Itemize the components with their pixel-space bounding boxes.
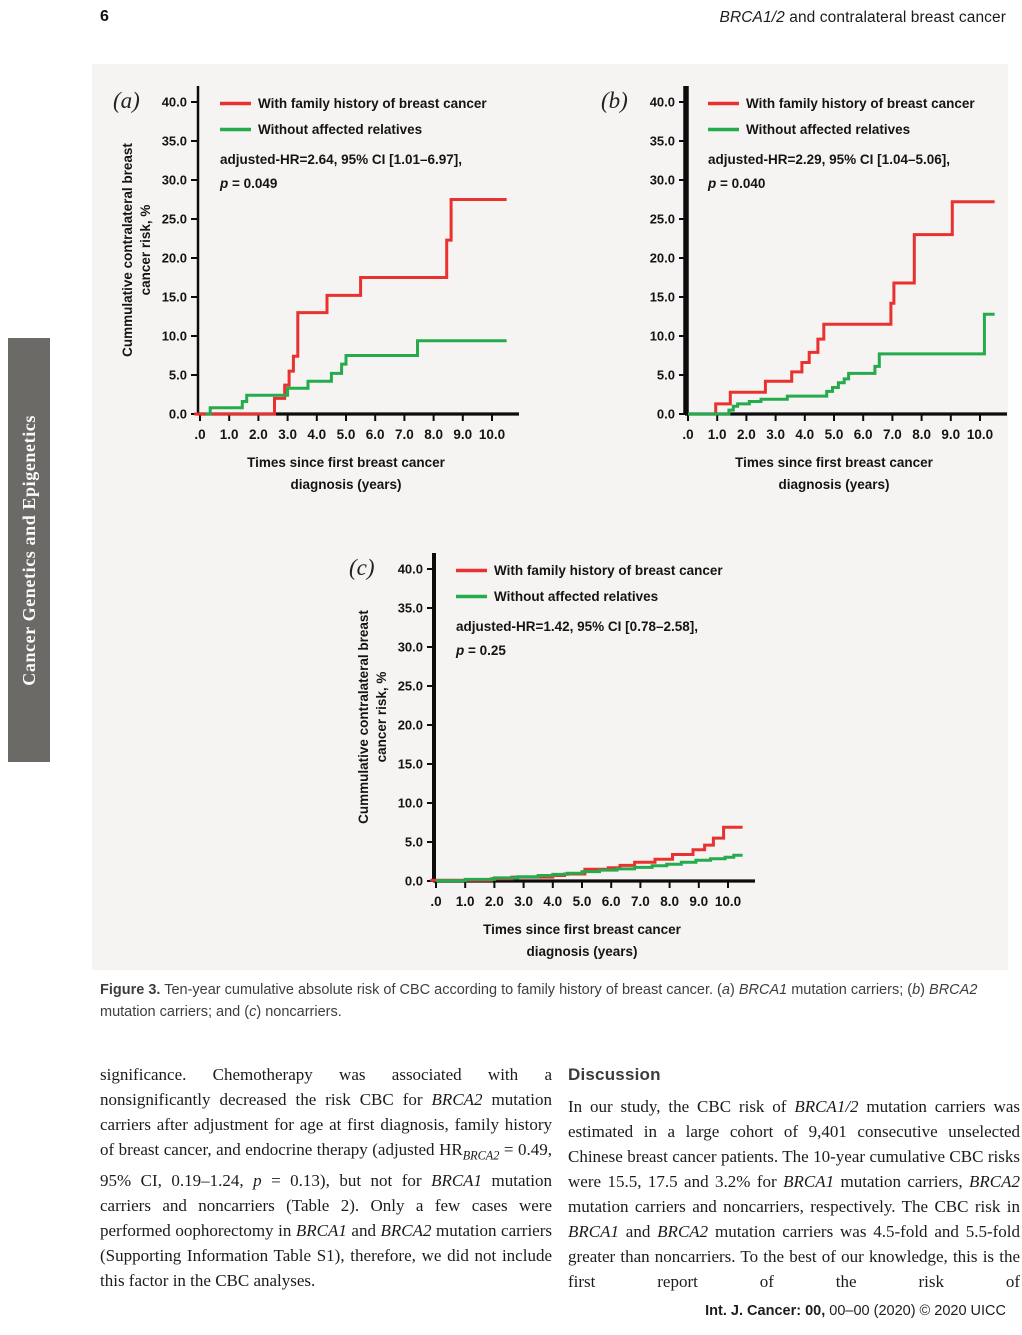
svg-text:5.0: 5.0 — [336, 427, 356, 442]
svg-text:p = 0.25: p = 0.25 — [456, 643, 506, 658]
svg-text:7.0: 7.0 — [883, 427, 902, 442]
svg-text:With family history of breast: With family history of breast cancer — [746, 96, 975, 111]
svg-text:5.0: 5.0 — [572, 894, 592, 909]
svg-text:p = 0.049: p = 0.049 — [220, 176, 278, 191]
svg-text:4.0: 4.0 — [543, 894, 563, 909]
svg-text:15.0: 15.0 — [161, 289, 187, 305]
svg-text:cancer risk, %: cancer risk, % — [374, 671, 389, 763]
svg-text:30.0: 30.0 — [649, 172, 675, 188]
svg-text:Without affected relatives: Without affected relatives — [746, 122, 911, 137]
svg-text:.0: .0 — [430, 894, 442, 909]
svg-text:10.0: 10.0 — [478, 427, 506, 442]
svg-text:30.0: 30.0 — [397, 639, 423, 655]
svg-text:Without affected relatives: Without affected relatives — [258, 122, 423, 137]
svg-text:8.0: 8.0 — [912, 427, 931, 442]
svg-text:Times since first breast cance: Times since first breast cancer — [483, 922, 681, 937]
page-number: 6 — [100, 8, 109, 25]
series-no-affected-relatives — [688, 314, 995, 414]
svg-text:10.0: 10.0 — [714, 894, 742, 909]
svg-text:diagnosis (years): diagnosis (years) — [778, 477, 890, 492]
svg-text:.0: .0 — [194, 427, 206, 442]
svg-text:8.0: 8.0 — [424, 427, 443, 442]
body-left-column — [100, 1062, 552, 1293]
svg-text:7.0: 7.0 — [631, 894, 650, 909]
svg-text:40.0: 40.0 — [397, 561, 423, 577]
figure-caption: Figure 3. Ten-year cumulative absolute risk of CBC according to family history of breast cancer. (a) BRCA1 mutation carriers; (b) BRCA2 mutation carriers; and (c) noncarriers. — [100, 982, 978, 1020]
svg-text:(c): (c) — [349, 555, 375, 580]
svg-text:10.0: 10.0 — [966, 427, 994, 442]
svg-text:1.0: 1.0 — [707, 427, 727, 442]
svg-text:9.0: 9.0 — [453, 427, 473, 442]
section-sidebar-label: Cancer Genetics and Epigenetics — [18, 414, 39, 686]
svg-text:4.0: 4.0 — [307, 427, 327, 442]
svg-text:10.0: 10.0 — [161, 328, 187, 344]
section-sidebar-band — [8, 338, 50, 762]
svg-text:10.0: 10.0 — [649, 328, 675, 344]
body-left-paragraph: significance. Chemotherapy was associated with a nonsignificantly decreased the risk CBC for BRCA2 mutation carriers after adjustment for age at first diagnosis, family history of breast cancer, and endocrine therapy (adjusted $HR_{BRCA2} = 0.49$, 95% CI, 0.19–1.24, p = 0.13), but not for BRCA1 mutation carriers and noncarriers (Table 2). Only a few cases were performed oophorectomy in BRCA1 and BRCA2 mutation carriers (Supporting Information Table S1), therefore, we did not include this factor in the CBC analyses. — [100, 1065, 552, 1291]
chart-panel-c — [341, 535, 761, 965]
svg-text:2.0: 2.0 — [485, 894, 504, 909]
svg-text:p = 0.040: p = 0.040 — [708, 176, 766, 191]
svg-text:9.0: 9.0 — [941, 427, 961, 442]
chart-svg-c — [341, 535, 761, 965]
svg-text:20.0: 20.0 — [397, 717, 423, 733]
svg-text:Times since first breast cance: Times since first breast cancer — [735, 455, 933, 470]
svg-text:30.0: 30.0 — [161, 172, 187, 188]
svg-text:35.0: 35.0 — [397, 600, 423, 616]
chart-svg-a — [105, 68, 525, 498]
svg-text:Cummulative contralateral brea: Cummulative contralateral breast — [356, 610, 371, 824]
running-title: BRCA1/2 and contralateral breast cancer — [719, 9, 1006, 26]
svg-text:1.0: 1.0 — [455, 894, 475, 909]
svg-text:adjusted-HR=1.42, 95% CI [0.78: adjusted-HR=1.42, 95% CI [0.78–2.58], — [456, 619, 698, 634]
svg-text:adjusted-HR=2.29, 95% CI [1.04: adjusted-HR=2.29, 95% CI [1.04–5.06], — [708, 152, 950, 167]
svg-text:Times since first breast cance: Times since first breast cancer — [247, 455, 445, 470]
svg-text:40.0: 40.0 — [649, 94, 675, 110]
body-right-paragraph: In our study, the CBC risk of BRCA1/2 mutation carriers was estimated in a large cohort of 9,401 consecutive unselected Chinese breast cancer patients. The 10-year cumulative CBC risks were 15.5, 17.5 and 3.2% for BRCA1 mutation carriers, BRCA2 mutation carriers and noncarriers, respectively. The CBC risk in BRCA1 and BRCA2 mutation carriers was 4.5-fold and 5.5-fold greater than noncarriers. To the best of our knowledge, this is the first report of the risk of — [568, 1097, 1021, 1291]
svg-text:6.0: 6.0 — [365, 427, 385, 442]
svg-text:0.0: 0.0 — [168, 406, 187, 422]
svg-text:40.0: 40.0 — [161, 94, 187, 110]
svg-text:With family history of breast: With family history of breast cancer — [258, 96, 487, 111]
svg-text:2.0: 2.0 — [737, 427, 756, 442]
svg-text:Cummulative contralateral brea: Cummulative contralateral breast — [120, 143, 135, 357]
svg-text:8.0: 8.0 — [660, 894, 679, 909]
chart-svg-b — [593, 68, 1013, 498]
svg-text:1.0: 1.0 — [219, 427, 239, 442]
svg-text:10.0: 10.0 — [397, 795, 423, 811]
svg-text:(a): (a) — [113, 88, 140, 113]
svg-text:diagnosis (years): diagnosis (years) — [526, 944, 638, 959]
svg-text:.0: .0 — [682, 427, 694, 442]
discussion-heading: Discussion — [568, 1065, 661, 1084]
svg-text:4.0: 4.0 — [795, 427, 815, 442]
series-family-history — [194, 200, 506, 415]
svg-text:6.0: 6.0 — [853, 427, 873, 442]
svg-text:6.0: 6.0 — [601, 894, 621, 909]
svg-text:3.0: 3.0 — [278, 427, 297, 442]
svg-text:diagnosis (years): diagnosis (years) — [290, 477, 402, 492]
svg-text:5.0: 5.0 — [656, 367, 675, 383]
svg-text:20.0: 20.0 — [649, 250, 675, 266]
svg-text:5.0: 5.0 — [168, 367, 187, 383]
svg-text:3.0: 3.0 — [514, 894, 533, 909]
svg-text:25.0: 25.0 — [397, 678, 423, 694]
svg-text:25.0: 25.0 — [161, 211, 187, 227]
svg-text:2.0: 2.0 — [249, 427, 268, 442]
svg-text:0.0: 0.0 — [656, 406, 675, 422]
journal-footer-line: Int. J. Cancer: 00, 00–00 (2020) © 2020 UICC — [705, 1303, 1006, 1319]
svg-text:3.0: 3.0 — [766, 427, 785, 442]
svg-text:7.0: 7.0 — [395, 427, 414, 442]
chart-panel-a — [105, 68, 525, 498]
svg-text:0.0: 0.0 — [404, 873, 423, 889]
svg-text:adjusted-HR=2.64, 95% CI [1.01: adjusted-HR=2.64, 95% CI [1.01–6.97], — [220, 152, 462, 167]
svg-text:25.0: 25.0 — [649, 211, 675, 227]
svg-text:9.0: 9.0 — [689, 894, 709, 909]
chart-panel-b — [593, 68, 1013, 498]
body-right-column — [568, 1062, 1020, 1294]
svg-text:cancer risk, %: cancer risk, % — [138, 204, 153, 296]
svg-text:With family history of breast: With family history of breast cancer — [494, 563, 723, 578]
svg-text:Without affected relatives: Without affected relatives — [494, 589, 659, 604]
svg-text:15.0: 15.0 — [649, 289, 675, 305]
svg-text:5.0: 5.0 — [824, 427, 844, 442]
series-no-affected-relatives — [206, 341, 507, 414]
svg-text:15.0: 15.0 — [397, 756, 423, 772]
svg-text:35.0: 35.0 — [161, 133, 187, 149]
svg-text:5.0: 5.0 — [404, 834, 423, 850]
svg-text:35.0: 35.0 — [649, 133, 675, 149]
svg-text:(b): (b) — [601, 88, 628, 113]
svg-text:20.0: 20.0 — [161, 250, 187, 266]
